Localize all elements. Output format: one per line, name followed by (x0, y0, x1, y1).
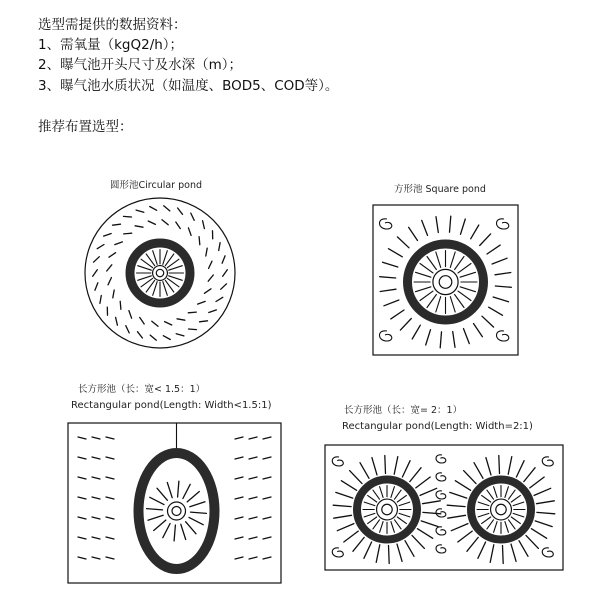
rect2-aerator-2-core-inner (496, 504, 506, 514)
square-pond-label: 方形池 Square pond (394, 184, 486, 195)
rect15-label-cn: 长方形池（长：宽< 1.5：1） (78, 384, 206, 395)
intro-item-pond-dimensions: 2、曝气池开头尺寸及水深（m）； (38, 57, 242, 73)
circular-swirl-dash (124, 233, 132, 234)
intro-item-oxygen-demand: 1、需氧量（kgQ2/h）； (38, 37, 184, 53)
rect2-radial-tick (389, 546, 390, 564)
rectangular-pond-15-diagram (68, 423, 281, 583)
circular-swirl-dash (120, 301, 121, 309)
rect2-aerator-1-core-inner (382, 504, 392, 514)
intro-item-water-quality: 3、曝气池水质状况（如温度、BOD5、COD等）。 (38, 78, 339, 94)
layout-heading: 推荐布置选型： (38, 119, 133, 135)
circular-swirl-dash (124, 216, 132, 217)
circular-pond-label: 圆形池Circular pond (110, 180, 202, 191)
circular-pond-diagram (85, 198, 235, 348)
rect2-label-cn: 长方形池（长：宽= 2：1） (344, 405, 463, 416)
rect2-radial-tick (499, 456, 500, 474)
rect15-label-en: Rectangular pond(Length: Width<1.5:1) (71, 400, 272, 411)
rect2-radial-tick (503, 546, 504, 564)
circular-swirl-dash (188, 312, 196, 313)
intro-heading: 选型需提供的数据资料： (38, 17, 187, 33)
circular-swirl-dash (199, 237, 200, 245)
rect15-core-inner (172, 507, 181, 516)
circular-aerator-core-inner (156, 269, 163, 276)
rect2-radial-tick (385, 456, 386, 474)
rect2-label-en: Rectangular pond(Length: Width=2:1) (342, 421, 533, 432)
rectangular-pond-2-diagram (325, 445, 563, 570)
square-pond-diagram (373, 205, 518, 355)
circular-swirl-dash (189, 329, 197, 330)
square-aerator-core-inner (439, 276, 452, 289)
